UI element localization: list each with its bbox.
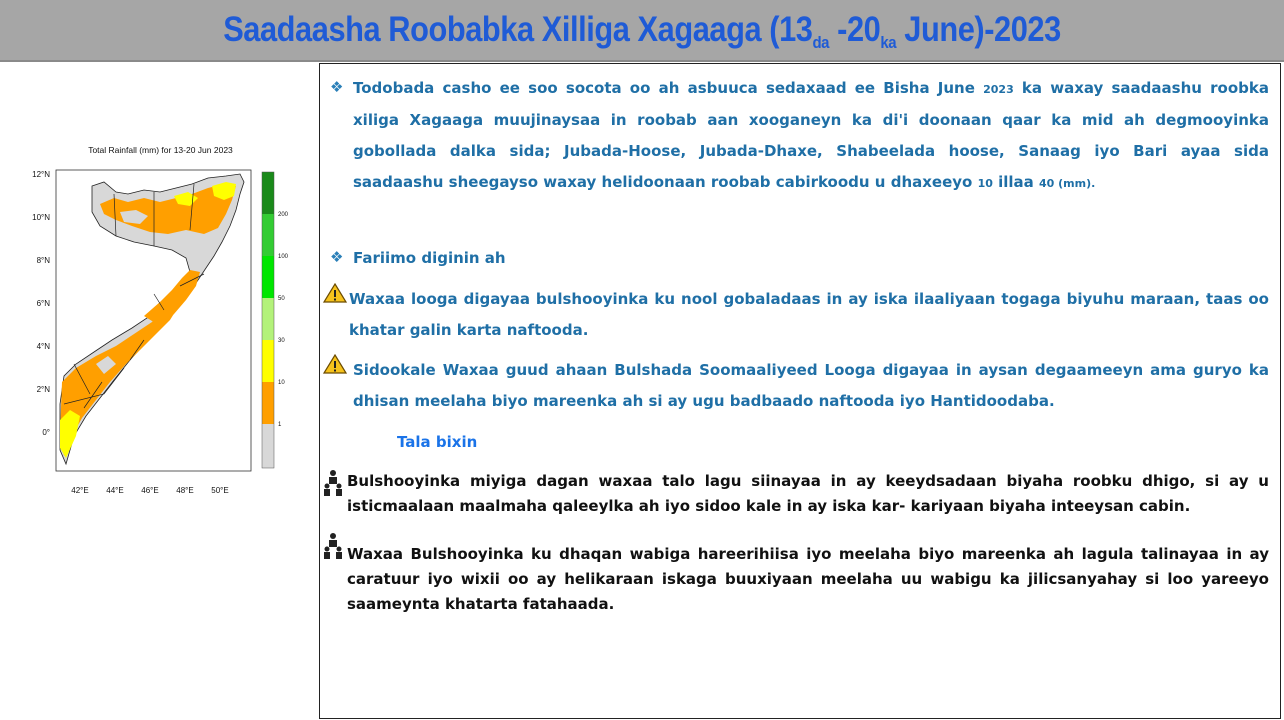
legend-labels bbox=[278, 212, 289, 428]
legend-swatch bbox=[262, 256, 274, 298]
legend-label: 30 bbox=[278, 338, 285, 344]
lon-labels bbox=[71, 486, 228, 495]
lat-label: 12°N bbox=[32, 170, 50, 179]
forecast-paragraph: Todobada casho ee soo socota oo ah asbuuca sedaxaad ee Bisha June 2023 ka waxay saadaashu roobka xiliga Xagaaga muujinaysaa in roobab aan xooganeyn ka di'i doonaan qaar ka mid ah degmooyinka gobollada dalka sida; Jubada-Hoose, Jubada-Dhaxe, Shabeelada hoose, Sanaag iyo Bari ayaa sida saadaashu sheegayso waxay helidoonaan roobab cabirkoodu u dhaxeeyo 10 illaa 40 (mm). bbox=[353, 79, 1269, 191]
legend-label: 200 bbox=[278, 212, 289, 218]
legend-swatch bbox=[262, 214, 274, 256]
advice-paragraph-1: Bulshooyinka miyiga dagan waxaa talo lagu siinayaa in ay keeydsadaan biyaha roobku dhigo, si ay u isticmaalaan maalmaha qaleeylka ah iyo sidoo kale in ay iska kar- kariyaan biyaha inteeysan cabin. bbox=[347, 472, 1269, 515]
advice-heading: Tala bixin bbox=[397, 433, 478, 451]
lat-label: 6°N bbox=[36, 299, 50, 308]
rainfall-map bbox=[4, 64, 317, 504]
sub-da: da bbox=[812, 33, 830, 52]
lat-label: 10°N bbox=[32, 213, 50, 222]
lat-label: 0° bbox=[42, 428, 50, 437]
lat-labels bbox=[32, 170, 50, 437]
map-panel bbox=[4, 64, 317, 720]
lon-label: 48°E bbox=[176, 486, 194, 495]
legend-label: 100 bbox=[278, 254, 289, 260]
legend-swatch bbox=[262, 340, 274, 382]
legend-bar bbox=[262, 172, 274, 468]
diamond-bullet-icon: ❖ bbox=[330, 248, 344, 266]
sub-ka: ka bbox=[880, 33, 897, 52]
lon-label: 42°E bbox=[71, 486, 89, 495]
lat-label: 8°N bbox=[36, 256, 50, 265]
warning-icon bbox=[323, 283, 347, 303]
content-box bbox=[319, 63, 1281, 719]
legend-label: 10 bbox=[278, 380, 285, 386]
diamond-bullet-icon: ❖ bbox=[330, 78, 344, 96]
page-title: Saadaasha Roobabka Xilliga Xagaaga ($13_{da}$ $-20_{ka}$ June)-2023 bbox=[223, 10, 1061, 52]
warning-icon bbox=[323, 354, 347, 374]
legend-swatch bbox=[262, 424, 274, 468]
people-icon bbox=[323, 469, 343, 499]
warnings-heading: Fariimo diginin ah bbox=[353, 249, 506, 267]
title-banner bbox=[0, 0, 1284, 62]
lon-label: 44°E bbox=[106, 486, 124, 495]
people-icon bbox=[323, 532, 343, 562]
warning-paragraph-2: Sidookale Waxaa guud ahaan Bulshada Soomaaliyeed Looga digayaa in aysan degaameeyn ama guryo ka dhisan meelaha biyo mareenka ah si ay ugu badbaado naftooda iyo Hantidoodaba. bbox=[353, 361, 1269, 410]
lat-label: 2°N bbox=[36, 385, 50, 394]
legend-label: 50 bbox=[278, 296, 285, 302]
legend-swatch bbox=[262, 172, 274, 214]
legend-swatch bbox=[262, 298, 274, 340]
legend-swatch bbox=[262, 382, 274, 424]
lon-label: 46°E bbox=[141, 486, 159, 495]
lon-label: 50°E bbox=[211, 486, 229, 495]
lat-label: 4°N bbox=[36, 342, 50, 351]
advice-paragraph-2: Waxaa Bulshooyinka ku dhaqan wabiga hareerihiisa iyo meelaha biyo mareenka ah lagula talinayaa in ay caratuur iyo wixii oo ay helikaraan iskaga buuxiyaan meelaha uu wabigu ka jilicsanyahay si loo yareeyo saameynta khatarta fatahaada. bbox=[347, 545, 1269, 613]
map-title: Total Rainfall (mm) for 13-20 Jun 2023 bbox=[88, 145, 233, 155]
warning-paragraph-1: Waxaa looga digayaa bulshooyinka ku nool gobaladaas in ay iska ilaaliyaan togaga biyuhu maraan, taas oo khatar galin karta naftooda. bbox=[349, 290, 1269, 339]
legend-label: 1 bbox=[278, 422, 282, 428]
